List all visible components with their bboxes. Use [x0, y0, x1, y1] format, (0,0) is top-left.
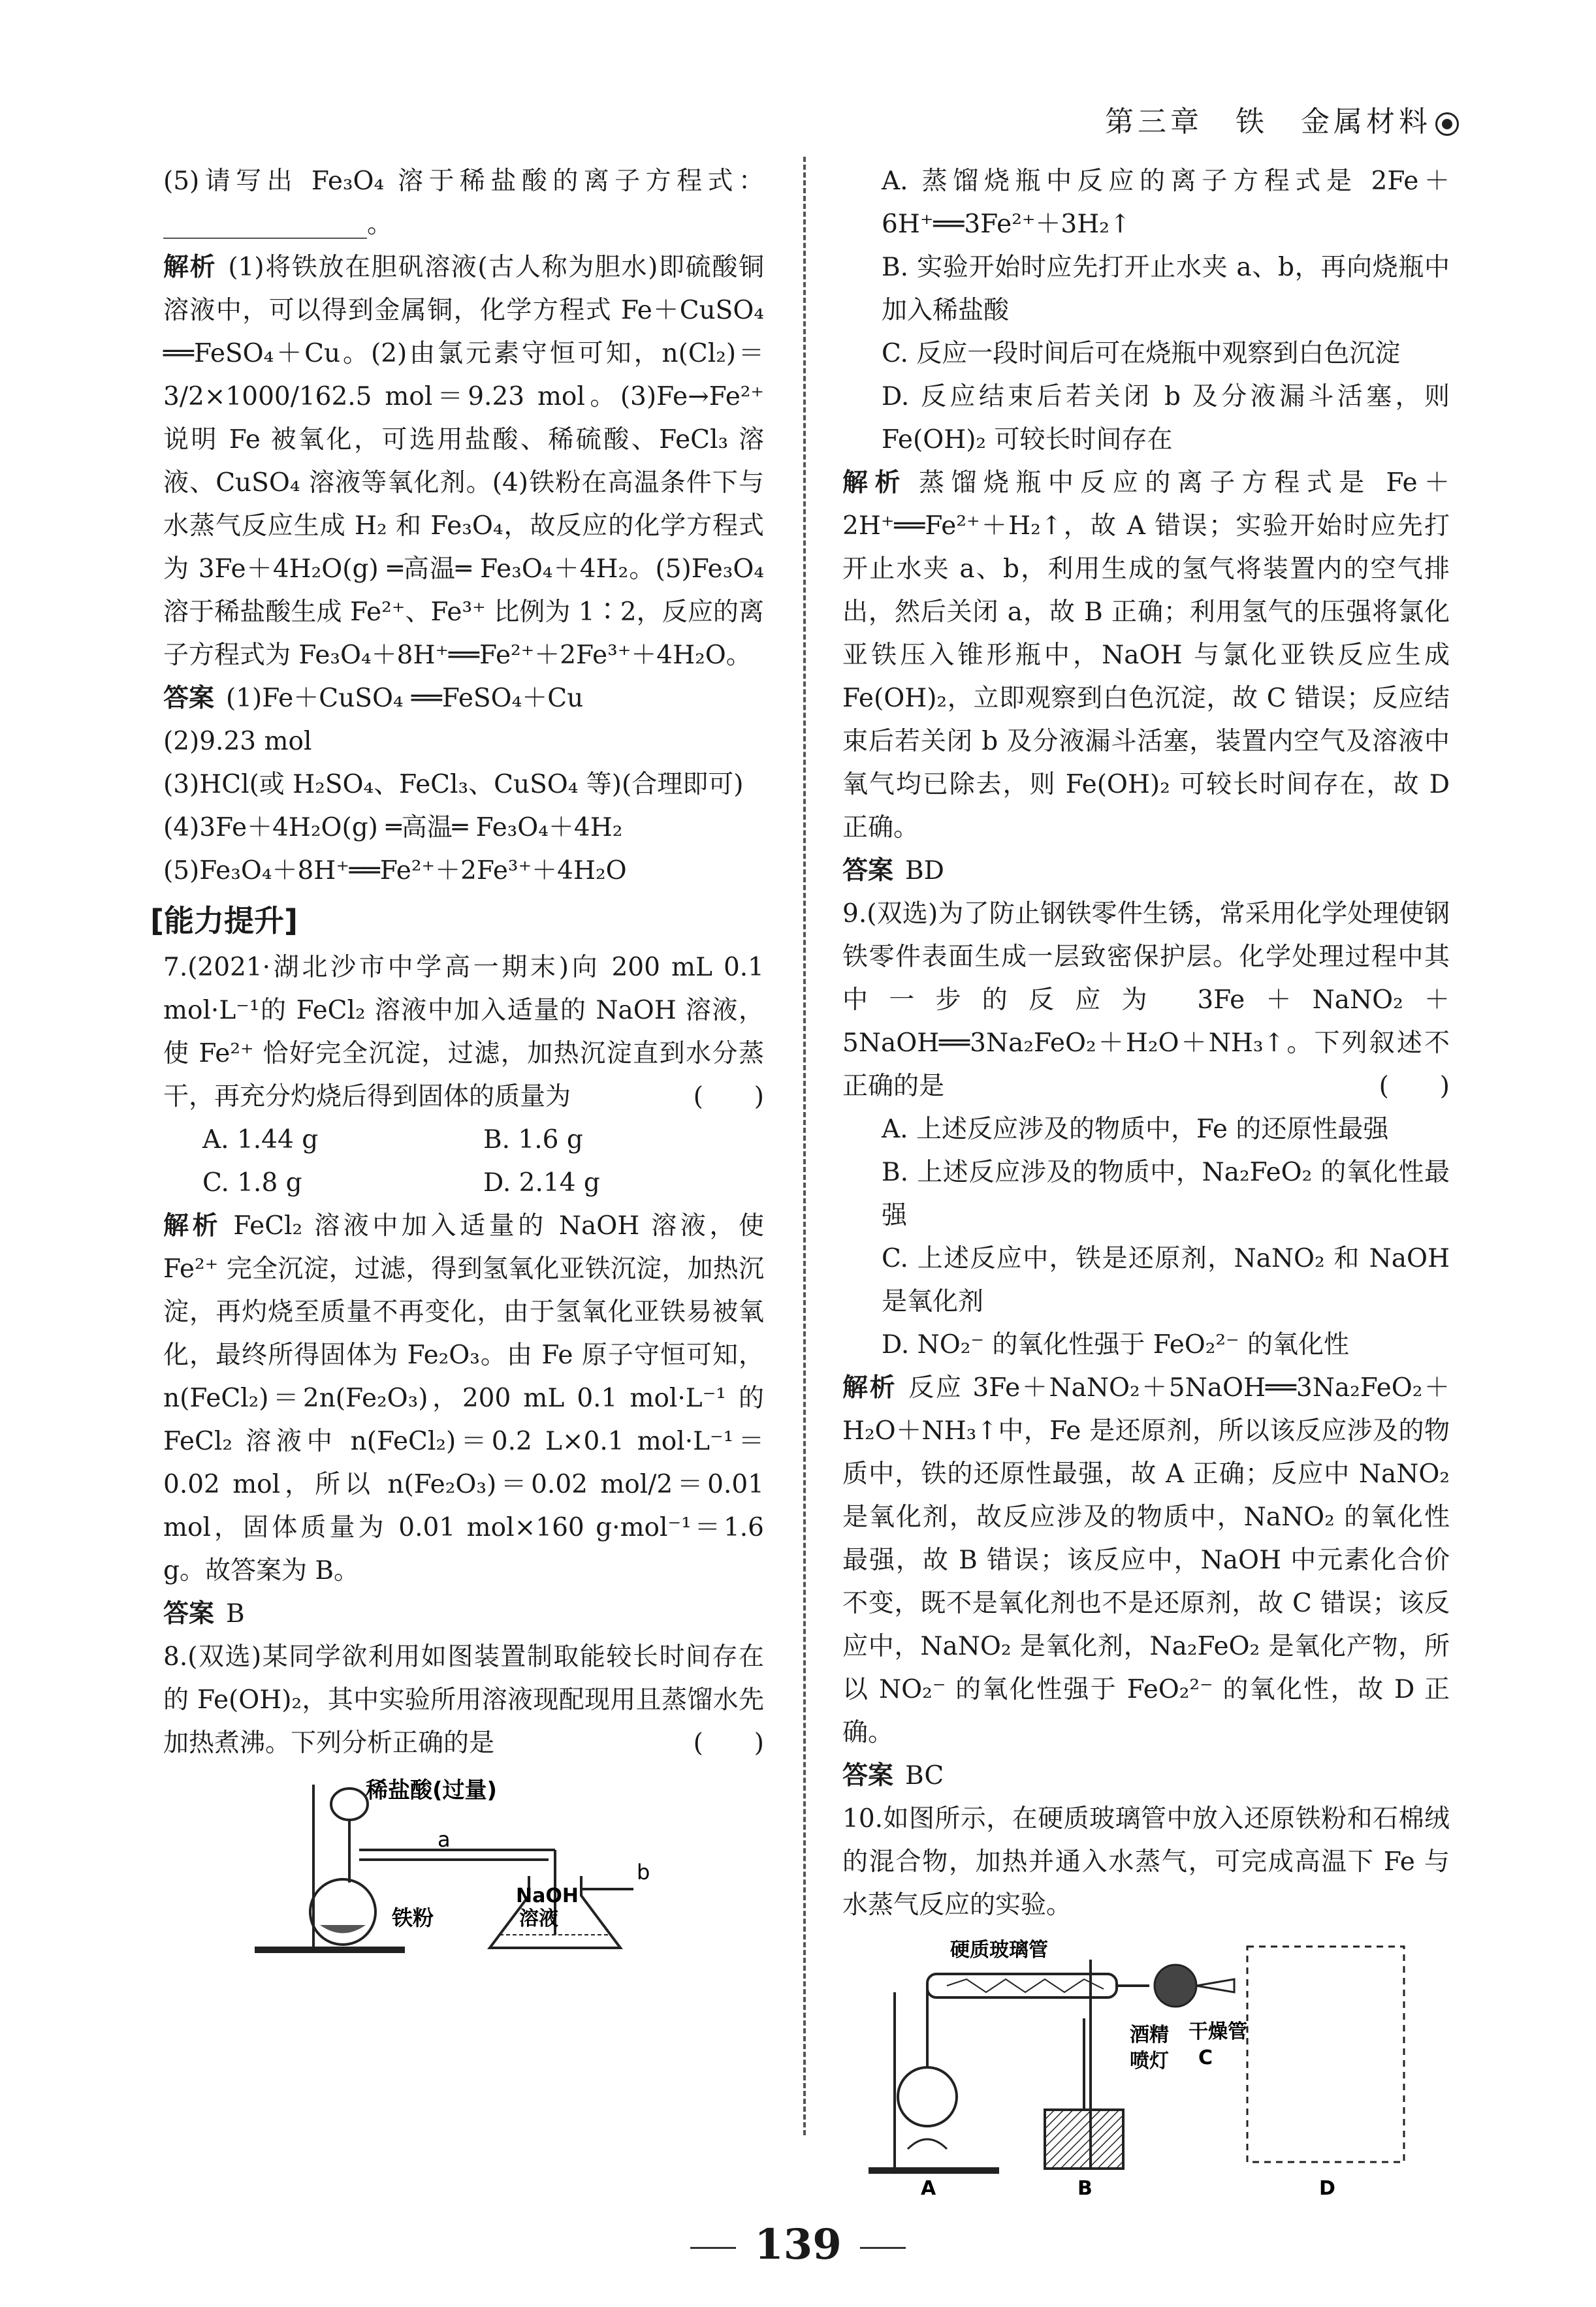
fig2-d-label: D	[1319, 2177, 1335, 2200]
fig1-iron-label: 铁粉	[392, 1905, 434, 1930]
q7-answer: 答案 B	[163, 1599, 245, 1629]
answer-line-5: (5)Fe₃O₄＋8H⁺══Fe²⁺＋2Fe³⁺＋4H₂O	[163, 856, 627, 885]
section-title: [能力提升]	[150, 903, 298, 938]
fig2-a-label: A	[921, 2177, 936, 2200]
q9-option-b: B. 上述反应涉及的物质中，Na₂FeO₂ 的氧化性最强	[882, 1158, 1450, 1230]
fig2-lamp-label-2: 喷灯	[1130, 2050, 1169, 2073]
q8-option-b: B. 实验开始时应先打开止水夹 a、b，再向烧瓶中加入稀盐酸	[882, 253, 1450, 325]
q8-answer: 答案 BD	[842, 856, 944, 885]
fig1-solution-label: 溶液	[519, 1907, 558, 1930]
fig1-a-label: a	[438, 1827, 451, 1852]
column-divider	[803, 157, 806, 2135]
fig1-naoh-label: NaOH	[516, 1885, 579, 1907]
q7-analysis: 解析 FeCl₂ 溶液中加入适量的 NaOH 溶液，使 Fe²⁺ 完全沉淀，过滤，得到氢氧化亚铁沉淀，加热沉淀，再灼烧至质量不再变化，由于氢氧化亚铁易被氧化，最终所得固体为 Fe₂O₃。由 Fe 原子守恒可知，n(FeCl₂)＝2n(Fe₂O₃)，200 mL 0.1 mol·L⁻¹ 的 FeCl₂ 溶液中 n(FeCl₂)＝0.2 L×0.1 mol·L⁻¹＝0.02 mol，所以 n(Fe₂O₃)＝0.02 mol/2＝0.01 mol，固体质量为 0.01 mol×160 g·mol⁻¹＝1.6 g。故答案为 B。	[163, 1211, 764, 1585]
question-9: 9.(双选)为了防止钢铁零件生锈，常采用化学处理使钢铁零件表面生成一层致密保护层。化学处理过程中其中一步的反应为 3Fe＋NaNO₂＋5NaOH══3Na₂FeO₂＋H₂O＋NH₃↑。下列叙述不正确的是 ( )	[842, 899, 1450, 1101]
q8-option-a: A. 蒸馏烧瓶中反应的离子方程式是 2Fe＋6H⁺══3Fe²⁺＋3H₂↑	[882, 167, 1450, 239]
fig2-c-label: C	[1198, 2046, 1213, 2069]
bullet-icon	[1435, 112, 1459, 136]
right-column	[842, 160, 1450, 2221]
fig2-tube-label: 硬质玻璃管	[950, 1939, 1048, 1962]
fe-oh2-apparatus-figure	[163, 1772, 764, 1975]
q9-option-d: D. NO₂⁻ 的氧化性强于 FeO₂²⁻ 的氧化性	[882, 1330, 1350, 1360]
chapter-header: 第三章 铁 金属材料	[1105, 98, 1459, 140]
answer-line-2: (2)9.23 mol	[163, 727, 312, 756]
page-number: 139	[0, 2220, 1596, 2269]
answer-line-3: (3)HCl(或 H₂SO₄、FeCl₃、CuSO₄ 等)(合理即可)	[163, 770, 744, 799]
q9-option-a: A. 上述反应涉及的物质中，Fe 的还原性最强	[882, 1115, 1389, 1144]
q9-analysis: 解析 反应 3Fe＋NaNO₂＋5NaOH══3Na₂FeO₂＋H₂O＋NH₃↑中，Fe 是还原剂，所以该反应涉及的物质中，铁的还原性最强，故 A 正确；反应中 NaNO₂ 是氧化剂，故反应涉及的物质中，NaNO₂ 的氧化性最强，故 B 错误；该反应中，NaOH 中元素化合价不变，既不是氧化剂也不是还原剂，故 C 错误；该反应中，NaNO₂ 是氧化剂，Na₂FeO₂ 是氧化产物，所以 NO₂⁻ 的氧化性强于 FeO₂²⁻ 的氧化性，故 D 正确。	[842, 1373, 1450, 1747]
q7-option-d: D. 2.14 g	[483, 1168, 600, 1198]
question-10: 10.如图所示，在硬质玻璃管中放入还原铁粉和石棉绒的混合物，加热并通入水蒸气，可完成高温下 Fe 与水蒸气反应的实验。	[842, 1804, 1450, 1920]
q7-option-c: C. 1.8 g	[202, 1168, 302, 1198]
fig2-dryer-label: 干燥管	[1189, 2020, 1247, 2043]
fig2-lamp-label-1: 酒精	[1130, 2024, 1169, 2046]
analysis-block: 解析 (1)将铁放在胆矾溶液(古人称为胆水)即硫酸铜溶液中，可以得到金属铜，化学方程式 Fe＋CuSO₄ ══FeSO₄＋Cu。(2)由氯元素守恒可知，n(Cl₂)＝3/2×1000/162.5 mol＝9.23 mol。(3)Fe→Fe²⁺ 说明 Fe 被氧化，可选用盐酸、稀硫酸、FeCl₃ 溶液、CuSO₄ 溶液等氧化剂。(4)铁粉在高温条件下与水蒸气反应生成 H₂ 和 Fe₃O₄，故反应的化学方程式为 3Fe＋4H₂O(g) ═高温═ Fe₃O₄＋4H₂。(5)Fe₃O₄ 溶于稀盐酸生成 Fe²⁺、Fe³⁺ 比例为 1∶2，反应的离子方程式为 Fe₃O₄＋8H⁺══Fe²⁺＋2Fe³⁺＋4H₂O。	[163, 253, 765, 670]
q7-options-row-2	[163, 1162, 764, 1205]
fe-steam-apparatus-figure	[842, 1933, 1450, 2221]
fig2-b-label: B	[1077, 2177, 1093, 2200]
q9-option-c: C. 上述反应中，铁是还原剂，NaNO₂ 和 NaOH 是氧化剂	[882, 1244, 1450, 1316]
fig1-acid-label: 稀盐酸(过量)	[366, 1777, 498, 1804]
answer-block: 答案 (1)Fe＋CuSO₄ ══FeSO₄＋Cu	[163, 684, 584, 713]
fig1-b-label: b	[637, 1860, 650, 1885]
q7-option-b: B. 1.6 g	[483, 1125, 583, 1154]
question-8: 8.(双选)某同学欲利用如图装置制取能较长时间存在的 Fe(OH)₂，其中实验所用溶液现配现用且蒸馏水先加热煮沸。下列分析正确的是 ( )	[163, 1642, 764, 1758]
q9-answer: 答案 BC	[842, 1761, 944, 1790]
q7-options-row-1	[163, 1119, 764, 1162]
q7-option-a: A. 1.44 g	[202, 1125, 319, 1154]
question-5: (5)请写出 Fe₃O₄ 溶于稀盐酸的离子方程式：________________。	[163, 167, 764, 239]
q8-analysis: 解析 蒸馏烧瓶中反应的离子方程式是 Fe＋2H⁺══Fe²⁺＋H₂↑，故 A 错误；实验开始时应先打开止水夹 a、b，利用生成的氢气将装置内的空气排出，然后关闭 a，故 B 正确；利用氢气的压强将氯化亚铁压入锥形瓶中，NaOH 与氯化亚铁反应生成 Fe(OH)₂，立即观察到白色沉淀，故 C 错误；反应结束后若关闭 b 及分液漏斗活塞，装置内空气及溶液中氧气均已除去，则 Fe(OH)₂ 可较长时间存在，故 D 正确。	[842, 468, 1450, 842]
question-7: 7.(2021·湖北沙市中学高一期末)向 200 mL 0.1 mol·L⁻¹的 FeCl₂ 溶液中加入适量的 NaOH 溶液，使 Fe²⁺ 恰好完全沉淀，过滤，加热沉淀直到水分蒸干，再充分灼烧后得到固体的质量为 ( )	[163, 953, 764, 1111]
answer-line-4: (4)3Fe＋4H₂O(g) ═高温═ Fe₃O₄＋4H₂	[163, 813, 623, 842]
q8-option-c: C. 反应一段时间后可在烧瓶中观察到白色沉淀	[882, 339, 1401, 368]
left-column	[150, 160, 765, 1975]
q8-option-d: D. 反应结束后若关闭 b 及分液漏斗活塞，则 Fe(OH)₂ 可较长时间存在	[882, 382, 1450, 454]
